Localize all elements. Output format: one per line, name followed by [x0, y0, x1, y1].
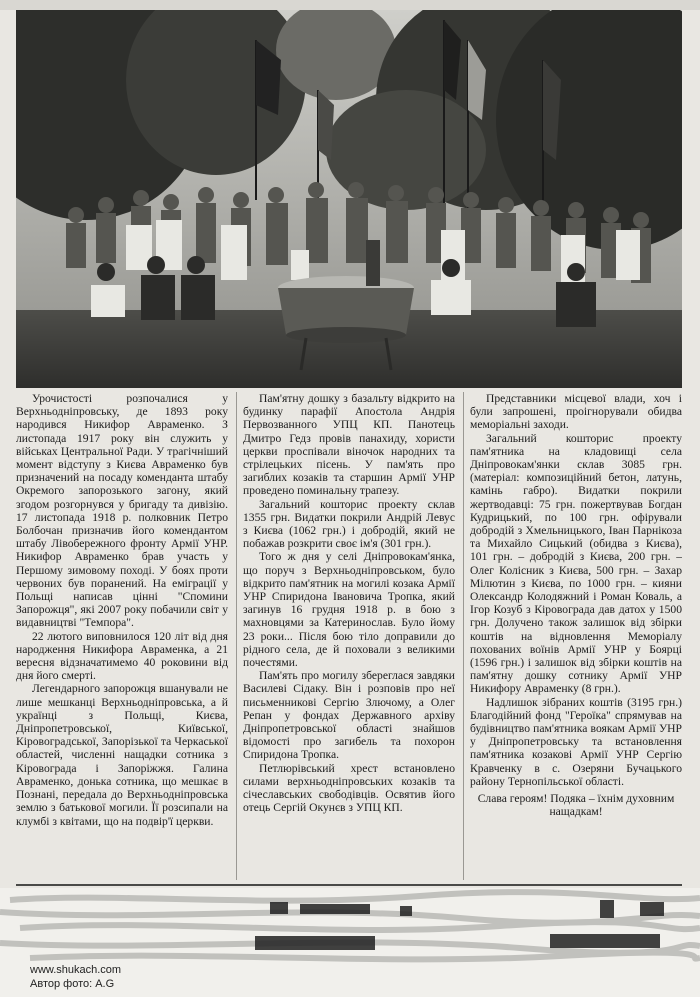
- top-cut-headline: [0, 0, 700, 10]
- closing-line: Слава героям! Подяка – їхнім духовним нащадкам!: [477, 792, 675, 819]
- paragraph: Петлюрівський хрест встановлено силами верхньодніпровських козаків та січеславських свободівців. Освятив його отець Сергій Окунєв з УПЦ КП.: [243, 761, 455, 815]
- column-divider: [236, 392, 237, 880]
- column-1: [16, 392, 228, 882]
- paragraph: Пам'ять про могилу збереглася завдяки Василеві Сідаку. Він і розповів про неї письменникові Сергію Злючому, а Олег Репан у фондах Державного архіву Дніпропетровської області знайшов відомості про загибель та похорон Спиридона Тропка.: [243, 669, 455, 762]
- column-2: [243, 392, 455, 882]
- bottom-divider: [16, 884, 682, 886]
- paragraph: Урочистості розпочалися у Верхньодніпровську, де 1893 року народився Никифор Авраменко. З листопада 1917 року він служить у військах Центральної Ради. У трагічніший момент відступу з Києва Авраменко був призначений на посаду коменданта штабу Окремого запорозького загону, який згодом розгорнувся у бригаду та дивізію. 17 листопада 1918 р. полковник Петро Болбочан призначив його комендантом штабу Лівобережного фронту Армії УНР. Никифор Авраменко брав участь у Першому зимовому поході. У боях проти червоних був поранений. На еміграції у Польщі написав цінні "Спомини Запорожця", які 2007 року побачили світ у видавництві "Темпора".: [16, 392, 228, 630]
- paragraph: Загальний кошторис проекту пам'ятника на кладовищі села Дніпровокам'янки склав 3085 грн. (матеріал: композиційний бетон, латунь, камінь габро). Видатки покрили жертводавці: 75 грн. пожертвував Богдан Кудрицький, по 100 грн. офірували добродій з Хмельницького, Іван Парнікоза та Михайло Сицький (обидва з Києва), 101 грн. – добродій з Києва, 200 грн. – Олег Колісник з Києва, 500 грн. – Захар Мілютин з Києва, по 1000 грн. – кияни Олександр Колодяжний і Роман Коваль, а Ігор Козуб з Кіровограда дав датох у 1500 грн. Долучено також залишок від збірки коштів на відновлення Меморіалу похованих воїнів Армії УНР у Боярці (1596 грн.) і залишок від збірки коштів на пам'ятну дошку сотнику Армії УНР Никифору Авраменку (8 грн.).: [470, 431, 682, 696]
- paragraph: Того ж дня у селі Дніпровокам'янка, що поруч з Верхньодніпровськом, було відкрито пам'ятник на могилі козака Армії УНР Спиридона Івановича Тропка, який загинув 16 грудня 1918 р. в бою з махновцями за Катеринослав. Було йому 23 роки... Після бою тіло доправили до рідного села, де й поховали з великими почестями.: [243, 550, 455, 670]
- website-url: www.shukach.com: [30, 964, 122, 976]
- article-columns: [16, 392, 682, 882]
- paragraph: Загальний кошторис проекту склав 1355 грн. Видатки покрили Андрій Левус з Києва (1062 грн.) і добродій, який не побажав розкрити своє ім'я (301 грн.).: [243, 497, 455, 551]
- column-3: [470, 392, 682, 882]
- redaction-scribble: [0, 888, 700, 968]
- paragraph: Пам'ятну дошку з базальту відкрито на будинку парафії Апостола Андрія Первозванного УПЦ КП. Панотець Дмитро Гедз провів панахиду, хористи церкви проспівали віночок народних та стрілецьких пісень. У пам'ять про загиблих козаків та старшин Армії УНР проведено поминальну трапезу.: [243, 392, 455, 498]
- group-photo: [16, 10, 682, 388]
- redacted-area: [0, 888, 700, 997]
- paragraph: Представники місцевої влади, хоч і були запрошені, проігнорували обидва меморіальні заходи.: [470, 392, 682, 432]
- paragraph: Надлишок зібраних коштів (3195 грн.) Благодійний фонд "Героїка" спрямував на будівництво пам'ятника воякам Армії УНР у Дніпропетровську та встановлення пам'ятника козакові Армії УНР Сергію Кравченку в с. Озеряни Бучацького району Тернопільської області.: [470, 695, 682, 788]
- paragraph: Легендарного запорожця вшанували не лише мешканці Верхньодніпровська, а й українці з Польщі, Києва, Дніпропетровської, Київської, Кіровоградської, Запорізької та Черкаської областей, численні нащадки сотника з Кіровограда і Запоріжжя. Галина Авраменко, донька сотника, що мешкає в Познані, передала до Верхньодніпровська землю з батькової могили. Її розсипали на клумбі з квітами, що на подвір'ї церкви.: [16, 682, 228, 828]
- photo-illustration: [16, 10, 682, 388]
- column-divider: [463, 392, 464, 880]
- paragraph: 22 лютого виповнилося 120 літ від дня народження Никифора Авраменка, а 21 вересня відзначатимемо 40 роковини від дня його смерті.: [16, 629, 228, 683]
- photo-credit: Автор фото: A.G: [30, 978, 115, 990]
